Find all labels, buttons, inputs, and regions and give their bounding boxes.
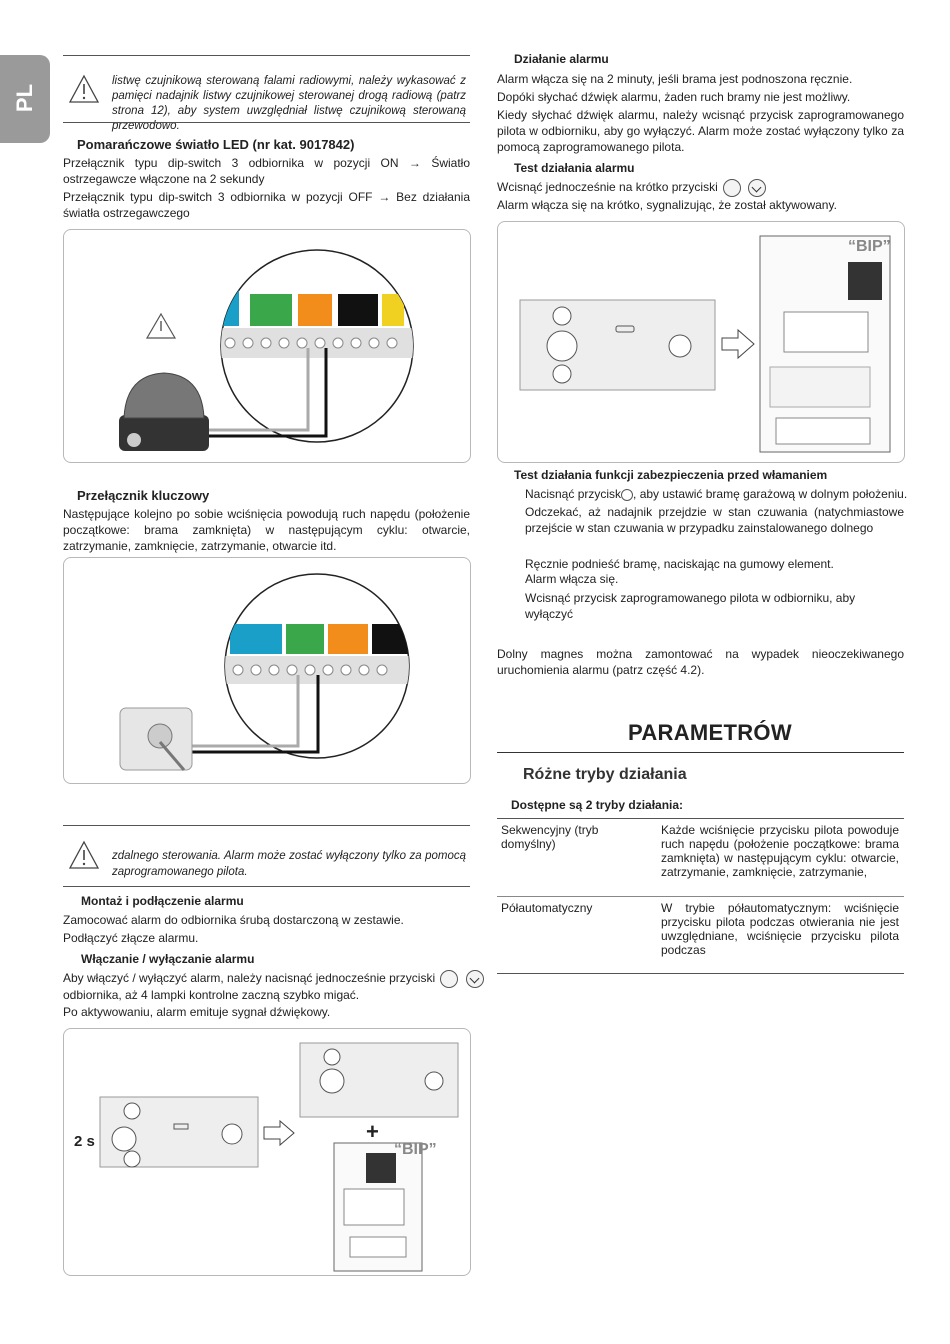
led-heading: Pomarańczowe światło LED (nr kat. 9017842) <box>77 137 355 152</box>
key-switch-text: Następujące kolejno po sobie wciśnięcia powodują ruch napędu (położenie początkowe: brama zamknięta) w następującym cyklu: otwarcie, zatrzymanie, zamknięcie, zatrzymanie, otwarcie itd. <box>63 507 470 553</box>
burglar-text-1b: , aby ustawić bramę garażową w dolnym położeniu. <box>633 487 908 501</box>
warning-icon <box>68 840 100 870</box>
led-on-text: Przełącznik typu dip-switch 3 odbiornika w pozycji ON → Światło ostrzegawcze włączone na 2 sekundy <box>63 156 470 186</box>
led-wiring-illustration <box>64 230 470 462</box>
warning-text: listwę czujnikową sterowaną falami radiowymi, należy wykasować z pamięci nadajnik listwy czujnikowej sterowanej drogą radiową (patrz strona 12), aby system uwzględniał listwę czujnikową sterowaną przewodowo. <box>112 75 466 132</box>
alarm-onoff-diagram <box>63 1028 471 1276</box>
led-off-text: Przełącznik typu dip-switch 3 odbiornika w pozycji OFF → Bez działania światła ostrzegawczego <box>63 190 470 220</box>
onoff-text-1a: Aby włączyć / wyłączyć alarm, należy nacisnąć jednocześnie przyciski <box>63 971 436 986</box>
plus-sign: + <box>366 1119 379 1144</box>
test-text-2: Alarm włącza się na krótko, sygnalizując, że został aktywowany. <box>497 198 837 212</box>
onoff-heading: Włączanie / wyłączanie alarmu <box>81 952 255 966</box>
divider <box>63 55 470 56</box>
mode-desc-sequential: Każde wciśnięcie przycisku pilota powoduje ruch napędu (położenie początkowe: brama zamknięta) w następującym cyklu: otwarcie, zatrzymanie, zamknięcie, zatrzymanie, <box>661 823 899 879</box>
duration-label: 2 s <box>74 1133 95 1150</box>
alarm-text-2: Dopóki słychać dźwięk alarmu, żaden ruch bramy nie jest możliwy. <box>497 90 851 104</box>
divider <box>497 752 904 753</box>
bip-label: “BIP” <box>394 1141 437 1158</box>
center-button-icon <box>440 970 458 988</box>
burglar-text-5: Wcisnąć przycisk zaprogramowanego pilota w odbiorniku, aby wyłączyć <box>525 591 856 621</box>
led-wiring-diagram <box>63 229 471 463</box>
divider <box>63 886 470 887</box>
alarm-heading: Działanie alarmu <box>514 52 609 66</box>
alarm-test-diagram <box>497 221 905 463</box>
down-button-icon <box>466 970 484 988</box>
mode-name-sequential: Sekwencyjny (tryb domyślny) <box>501 823 599 851</box>
key-switch-illustration <box>64 558 470 783</box>
divider <box>63 122 470 123</box>
burglar-heading: Test działania funkcji zabezpieczenia przed włamaniem <box>514 468 828 482</box>
divider <box>63 825 470 826</box>
test-text-1-label: Wcisnąć jednocześnie na krótko przyciski <box>497 180 718 195</box>
warning-text: zdalnego sterowania. Alarm może zostać wyłączony tylko za pomocą zaprogramowanego pilota. <box>112 850 466 878</box>
onoff-text-1 <box>63 970 486 988</box>
onoff-text-2: Po aktywowaniu, alarm emituje sygnał dźwiękowy. <box>63 1005 331 1019</box>
burglar-text-1a: Nacisnąć przycisk <box>525 487 622 501</box>
language-tab-label: PL <box>12 83 37 113</box>
alarm-text-1: Alarm włącza się na 2 minuty, jeśli brama jest podnoszona ręcznie. <box>497 72 853 86</box>
test-text-1 <box>497 179 768 197</box>
burglar-text-1 <box>525 486 907 502</box>
divider <box>497 973 904 974</box>
mount-text-1: Zamocować alarm do odbiornika śrubą dostarczoną w zestawie. <box>63 913 404 927</box>
down-button-icon <box>621 489 633 501</box>
mount-text-2: Podłączyć złącze alarmu. <box>63 931 199 945</box>
burglar-text-4: Alarm włącza się. <box>525 572 619 586</box>
modes-heading: Dostępne są 2 tryby działania: <box>511 798 684 812</box>
mount-heading: Montaż i podłączenie alarmu <box>81 894 244 908</box>
divider <box>497 818 904 819</box>
bip-label: “BIP” <box>848 238 891 255</box>
language-tab <box>0 55 50 143</box>
burglar-text-3: Ręcznie podnieść bramę, naciskając na gumowy element. <box>525 557 834 571</box>
key-switch-heading: Przełącznik kluczowy <box>77 488 210 503</box>
magnet-text: Dolny magnes można zamontować na wypadek nieoczekiwanego uruchomienia alarmu (patrz część 4.2). <box>497 647 904 677</box>
modes-title: Różne tryby działania <box>523 766 687 783</box>
key-switch-diagram <box>63 557 471 784</box>
center-button-icon <box>723 179 741 197</box>
receiver-illustration <box>498 222 904 462</box>
divider <box>497 896 904 897</box>
onoff-text-1b: odbiornika, aż 4 lampki kontrolne zaczną szybko migać. <box>63 988 360 1002</box>
down-button-icon <box>748 179 766 197</box>
burglar-text-2: Odczekać, aż nadajnik przejdzie w stan czuwania (natychmiastowe przejście w stan czuwania w przypadku zainstalowanego dolnego <box>525 505 904 535</box>
section-title: PARAMETRÓW <box>628 720 792 745</box>
test-heading: Test działania alarmu <box>514 161 635 175</box>
mode-name-semiauto: Półautomatyczny <box>501 901 593 915</box>
warning-icon <box>68 74 100 104</box>
mode-desc-semiauto: W trybie półautomatycznym: wciśnięcie przycisku pilota podczas otwierania nie jest uwzględniane, wciśnięcie przycisku pilota podczas <box>661 901 899 957</box>
alarm-text-3: Kiedy słychać dźwięk alarmu, należy wcisnąć przycisk zaprogramowanego pilota w odbiorniku, aby go wyłączyć. Alarm może zostać wyłączony tylko za pomocą zaprogramowanego pilota. <box>497 108 904 154</box>
